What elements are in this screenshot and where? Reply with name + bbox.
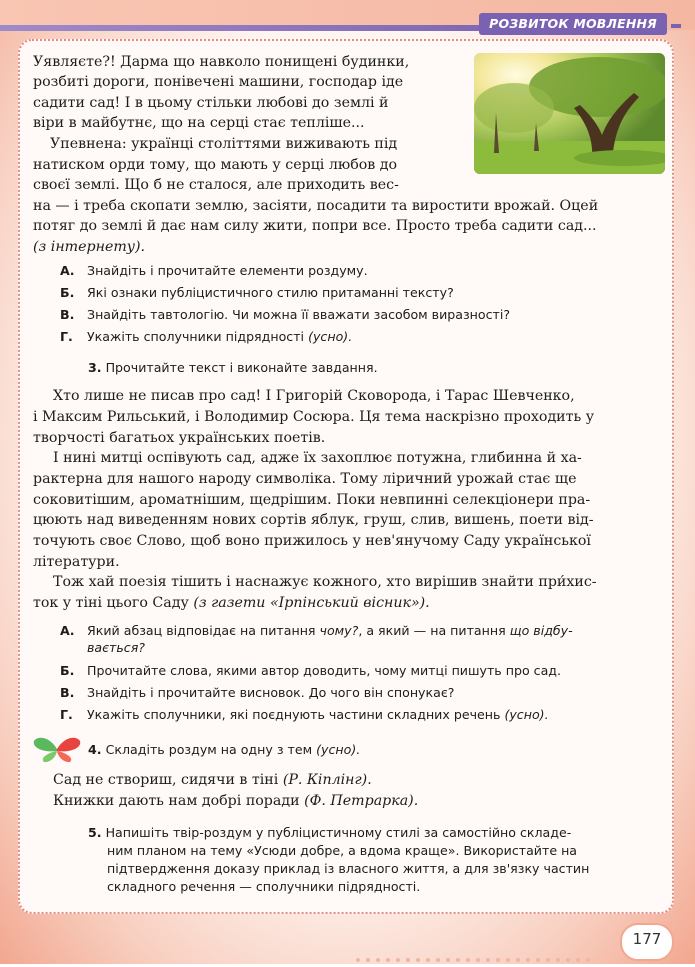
task-question-1: чому?	[319, 623, 359, 638]
exercise-5-line-2: ним планом на тему «Усюди добре, а вдома краще». Використайте на	[107, 843, 578, 858]
task3-a-line-2: вається?	[87, 640, 145, 655]
text3-line-8: точують своє Слово, щоб воно прижилось у нев'янучому Саду української	[33, 533, 591, 549]
task-text: Які ознаки публіцистичного стилю притаманні тексту?	[87, 285, 454, 300]
task2-v	[60, 306, 510, 324]
task2-b	[60, 284, 454, 302]
intro-line-4: віри в майбутнє, що на серці стає тепліше...	[33, 115, 365, 131]
task-label: А.	[60, 263, 75, 278]
text3-line-11-text: ток у тіні цього Саду	[33, 595, 189, 611]
quote-1	[53, 770, 372, 791]
quote-author: (Ф. Петрарка).	[304, 793, 419, 809]
task-label: Б.	[60, 285, 75, 300]
task3-g	[60, 706, 549, 724]
task-text: Який абзац відповідає на питання	[87, 623, 316, 638]
text3-line-1: Хто лише не писав про сад! І Григорій Сковорода, і Тарас Шевченко,	[53, 388, 575, 404]
exercise-note: (усно).	[316, 742, 361, 757]
exercise-text: Прочитайте текст і виконайте завдання.	[105, 360, 378, 375]
exercise-number: 5.	[88, 825, 102, 840]
exercise-text: Складіть роздум на одну з тем	[105, 742, 313, 757]
task-label: Г.	[60, 707, 73, 722]
intro-line-6: натиском орди тому, що мають у серці любов до	[33, 157, 398, 173]
task-text: Укажіть сполучники підрядності	[87, 329, 305, 344]
intro-line-9: потяг до землі й дає нам силу жити, попри все. Просто треба садити сад...	[33, 218, 597, 234]
text3-line-3: творчості багатьох українських поетів.	[33, 430, 326, 446]
task3-a	[60, 622, 573, 640]
task2-g	[60, 328, 352, 346]
page-number: 177	[632, 930, 662, 948]
task-question-2: що відбу-	[509, 623, 573, 638]
task3-b	[60, 662, 561, 680]
decorative-dots	[355, 948, 605, 954]
task3-v	[60, 684, 454, 702]
intro-line-8: на — і треба скопати землю, засіяти, посадити та виростити врожай. Оцей	[33, 198, 599, 214]
text3-line-10: Тож хай поезія тішить і наснажує кожного, хто вирішив знайти при́хис-	[53, 574, 597, 590]
task-label: Г.	[60, 329, 73, 344]
task-label: Б.	[60, 663, 75, 678]
exercise-text: Напишіть твір-роздум у публіцистичному стилі за самостійно складе-	[105, 825, 572, 840]
tree-photo	[474, 53, 665, 174]
task2-a	[60, 262, 368, 280]
intro-line-3: садити сад! І в цьому стільки любові до землі й	[33, 95, 389, 111]
exercise-number: 3.	[88, 360, 102, 375]
text3-line-4: І нині митці оспівують сад, адже їх захоплює потужна, глибинна й ха-	[53, 450, 582, 466]
task-label: В.	[60, 685, 75, 700]
header-rule	[0, 25, 540, 31]
quote-author: (Р. Кіплінг).	[282, 772, 372, 788]
text3-line-9: літератури.	[33, 554, 120, 570]
task-text: Знайдіть і прочитайте висновок. До чого він спонукає?	[87, 685, 455, 700]
task-text: Прочитайте слова, якими автор доводить, чому митці пишуть про сад.	[87, 663, 562, 678]
quote-text: Сад не створиш, сидячи в тіні	[53, 772, 279, 788]
task-text: Укажіть сполучники, які поєднують частини складних речень	[87, 707, 501, 722]
task-text-mid: , а який — на питання	[358, 623, 506, 638]
header-dash	[671, 24, 681, 28]
exercise-5-line-4: складного речення — сполучники підрядності.	[107, 879, 421, 894]
task-note: (усно).	[504, 707, 549, 722]
text3-line-2: і Максим Рильський, і Володимир Сосюра. Ця тема наскрізно проходить у	[33, 409, 595, 425]
task-label: В.	[60, 307, 75, 322]
intro-line-1: Уявляєте?! Дарма що навколо понищені будинки,	[33, 54, 410, 70]
task-label: А.	[60, 623, 75, 638]
intro-line-7: своєї землі. Що б не сталося, але приходить вес-	[33, 177, 399, 193]
quote-text: Книжки дають нам добрі поради	[53, 793, 300, 809]
exercise-number: 4.	[88, 742, 102, 757]
exercise-5-line-3: підтвердження доказу приклад із власного життя, а для зв'язку частин	[107, 861, 590, 876]
text3-line-11	[33, 593, 430, 614]
section-title: РОЗВИТОК МОВЛЕННЯ	[479, 13, 667, 35]
exercise-4-prompt	[88, 741, 360, 759]
quote-2	[53, 791, 418, 812]
task-note: (усно).	[308, 329, 353, 344]
intro-line-2: розбиті дороги, понівечені машини, господар іде	[33, 74, 404, 90]
exercise-5-line-1	[88, 824, 571, 842]
text3-line-7: цюють над виведенням нових сортів яблук, груш, слив, вишень, поети від-	[33, 512, 594, 528]
intro-line-5: Упевнена: українці століттями виживають під	[50, 136, 398, 152]
task-text: Знайдіть і прочитайте елементи роздуму.	[87, 263, 368, 278]
intro-source: (з інтернету).	[33, 239, 146, 255]
text3-line-6: соковитішим, ароматнішим, щедрішим. Поки невпинні селекціонери пра-	[33, 492, 591, 508]
task-text: Знайдіть тавтологію. Чи можна її вважати засобом виразності?	[87, 307, 511, 322]
exercise-3-prompt	[88, 359, 378, 377]
text3-source: (з газети «Ірпінський вісник»).	[193, 595, 430, 611]
butterfly-icon	[32, 733, 82, 763]
text3-line-5: рактерна для нашого народу символіка. Тому ліричний урожай стає ще	[33, 471, 577, 487]
